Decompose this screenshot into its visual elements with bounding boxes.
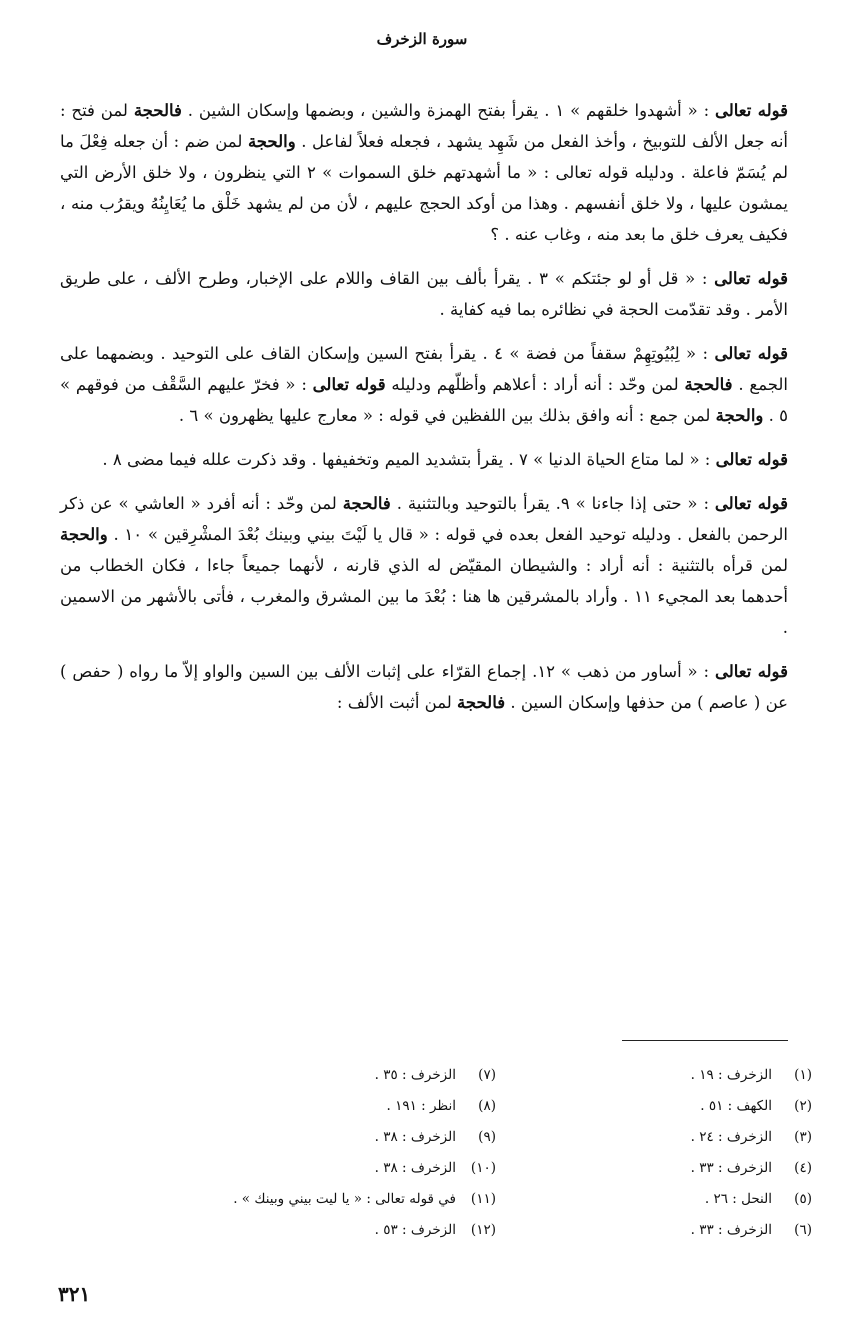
paragraph	[60, 95, 788, 250]
bold-term: قوله تعالى	[714, 269, 788, 288]
text-run: : « لِبُيُوتِهِمْ سقفاً من فضة » ٤ . يقرأ بفتح السين وإسكان القاف على التوحيد . وبضمهما على الجمع .	[60, 344, 788, 394]
paragraph	[60, 488, 788, 643]
footnote	[220, 1122, 496, 1153]
footnote-number: (٦)	[794, 1222, 812, 1238]
bold-term: قوله تعالى	[312, 375, 386, 394]
footnote-divider	[622, 1040, 788, 1041]
text-run: : « أساور من ذهب » ١٢. إجماع القرّاء على إثبات الألف بين السين والواو إلاّ ما رواه ( حفص ) عن ( عاصم ) من حذفها وإسكان السين .	[60, 662, 788, 712]
bold-term: فالحجة	[684, 375, 733, 394]
text-run: لمن جمع : أنه وافق بذلك بين اللفظين في قوله : « معارج عليها يظهرون » ٦ .	[178, 406, 716, 425]
footnote-text: الزخرف : ٣٨ .	[374, 1129, 456, 1145]
bold-term: والحجة	[715, 406, 764, 425]
footnote-text: النحل : ٢٦ .	[704, 1191, 772, 1207]
footnote	[536, 1091, 812, 1122]
main-text	[60, 95, 788, 731]
footnote-text: الزخرف : ٣٨ .	[374, 1160, 456, 1176]
text-run: لمن قرأه بالتثنية : أنه أراد : والشيطان المقيّض له الذي قارنه ، لأنهما جميعاً جاءا ، فكان الخطاب من أحدهما بعد المجيء ١١ . وأراد بالمشرقين ها هنا : بُعْدَ ما بين المشرق والمغرب ، فأتى بالأشهر من الاسمين .	[60, 556, 788, 637]
footnote-number: (٣)	[794, 1129, 812, 1145]
text-run: : « قل أو لو جئتكم » ٣ . يقرأ بألف بين القاف واللام على الإخبار، وطرح الألف ، على طريق الأمر . وقد تقدّمت الحجة في نظائره بما فيه كفاية .	[60, 269, 788, 319]
bold-term: قوله تعالى	[715, 101, 789, 120]
footnote-number: (٧)	[478, 1067, 496, 1083]
footnote-text: الزخرف : ٢٤ .	[690, 1129, 772, 1145]
page-number: ٣٢١	[58, 1282, 91, 1306]
bold-term: فالحجة	[457, 693, 506, 712]
text-run: لمن وحّد : أنه أفرد « العاشي » عن ذكر الرحمن بالفعل . ودليله توحيد الفعل بعده في قوله : « قال يا لَيْتَ بيني وبينك بُعْدَ المشْرِقين » ١٠ .	[60, 494, 788, 544]
footnote	[220, 1184, 496, 1215]
footnote-text: في قوله تعالى : « يا ليت بيني وبينك » .	[233, 1191, 456, 1207]
footnote	[220, 1153, 496, 1184]
paragraph	[60, 444, 788, 475]
bold-term: فالحجة	[133, 101, 182, 120]
bold-term: والحجة	[60, 525, 108, 544]
footnote-text: الزخرف : ١٩ .	[690, 1067, 772, 1083]
footnotes	[220, 1060, 812, 1246]
text-run: : « أشهدوا خلقهم » ١ . يقرأ بفتح الهمزة والشين ، وبضمها وإسكان الشين .	[181, 101, 715, 120]
footnotes-column-right	[536, 1060, 812, 1246]
paragraph	[60, 656, 788, 718]
footnote-number: (٢)	[794, 1098, 812, 1114]
text-run: لمن فتح : أنه جعل الألف للتوبيخ ، وأخذ الفعل من شَهِد يشهد ، فجعله فعلاً لفاعل .	[60, 101, 788, 151]
footnotes-column-left	[220, 1060, 496, 1246]
bold-term: قوله تعالى	[715, 450, 788, 469]
footnote-number: (٤)	[794, 1160, 812, 1176]
footnote	[220, 1060, 496, 1091]
text-run: لمن وحّد : أنه أراد : أعلاهم وأظلّهم ودليله	[385, 375, 685, 394]
text-run: لمن أثبت الألف :	[336, 693, 458, 712]
footnote-number: (١)	[794, 1067, 812, 1083]
bold-term: فالحجة	[342, 494, 391, 513]
bold-term: قوله تعالى	[714, 662, 788, 681]
footnote-number: (١٢)	[470, 1222, 496, 1238]
text-run: : « فخرّ عليهم السَّقْف من فوقهم » ٥ .	[60, 375, 788, 425]
footnote-number: (٥)	[794, 1191, 812, 1207]
bold-term: قوله تعالى	[714, 494, 788, 513]
running-head-title: سورة الزخرف	[376, 30, 468, 48]
footnote-number: (١٠)	[470, 1160, 496, 1176]
bold-term: قوله تعالى	[714, 344, 788, 363]
footnote-text: الكهف : ٥١ .	[700, 1098, 772, 1114]
text-run: : « حتى إذا جاءنا » ٩. يقرأ بالتوحيد وبالتثنية .	[390, 494, 715, 513]
footnote-text: الزخرف : ٥٣ .	[374, 1222, 456, 1238]
paragraph	[60, 263, 788, 325]
footnote-text: الزخرف : ٣٣ .	[690, 1160, 772, 1176]
paragraph	[60, 338, 788, 431]
text-run: لمن ضم : أن جعله فِعْلَ ما لم يُسَمّ فاعلة . ودليله قوله تعالى : « ما أشهدتهم خلق السموات » ٢ التي ينظرون ، ولا خلق الأرض التي يمشون عليها ، ولا خلق أنفسهم . وهذا من أوكد الحجج عليهم ، لأن من لم يشهد خَلْق ما يُعَايِنُهُ ويقرُب منه ، فكيف يعرف خلق ما بعد منه ، وغاب عنه . ؟	[60, 132, 788, 244]
footnote-number: (٩)	[478, 1129, 496, 1145]
footnote-text: الزخرف : ٣٣ .	[690, 1222, 772, 1238]
footnote-number: (١١)	[470, 1191, 496, 1207]
footnote-text: انظر : ١٩١ .	[386, 1098, 456, 1114]
footnote	[220, 1215, 496, 1246]
footnote	[536, 1153, 812, 1184]
bold-term: والحجة	[247, 132, 296, 151]
footnote	[536, 1215, 812, 1246]
footnote	[536, 1122, 812, 1153]
footnote	[536, 1184, 812, 1215]
footnote	[536, 1060, 812, 1091]
footnote-number: (٨)	[478, 1098, 496, 1114]
footnote-text: الزخرف : ٣٥ .	[374, 1067, 456, 1083]
text-run: : « لما متاع الحياة الدنيا » ٧ . يقرأ بتشديد الميم وتخفيفها . وقد ذكرت علله فيما مضى ٨ .	[102, 450, 716, 469]
footnote	[220, 1091, 496, 1122]
